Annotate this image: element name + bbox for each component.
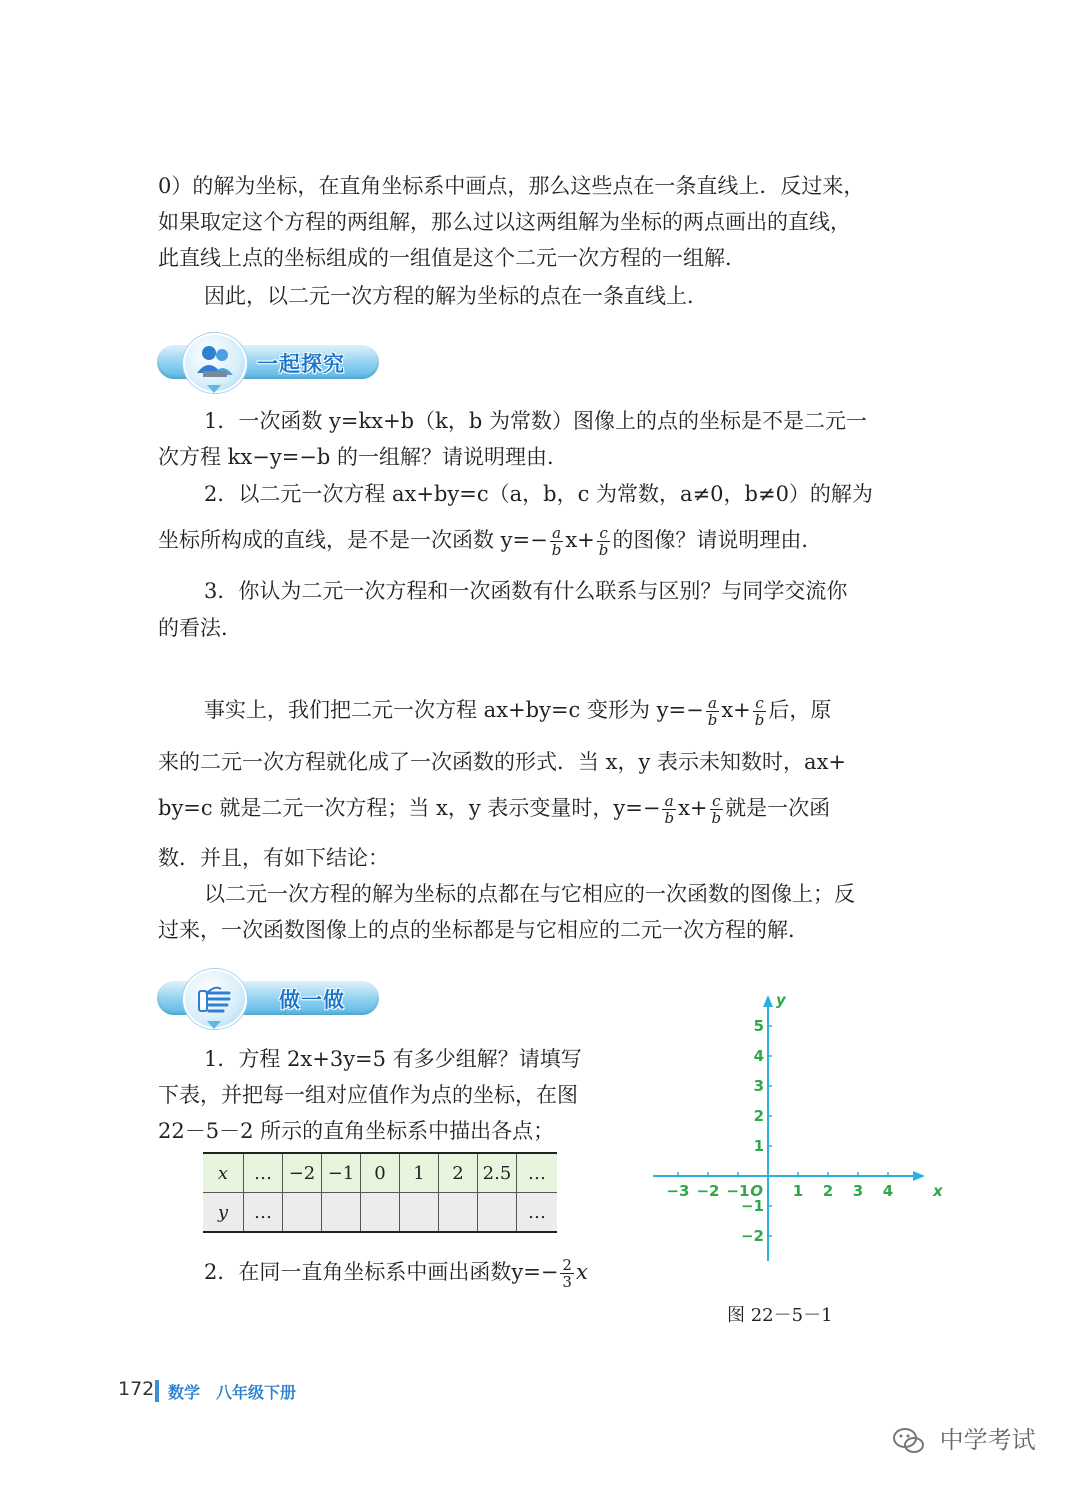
y-tick-label: −2 [740, 1227, 764, 1245]
watermark-text: 中学考试 [939, 1426, 1036, 1454]
people-icon [195, 343, 235, 381]
fact-line-4: 数．并且，有如下结论： [158, 846, 389, 870]
table-cell [283, 1193, 322, 1233]
fact-line-5: 以二元一次方程的解为坐标的点都在与它相应的一次函数的图像上；反 [204, 882, 855, 906]
intro-line-4: 因此，以二元一次方程的解为坐标的点在一条直线上． [204, 284, 708, 308]
fraction-a-over-b: $\frac{a}{b}$ [707, 694, 718, 729]
x-tick-label: 3 [852, 1182, 864, 1200]
table-cell: −2 [283, 1153, 322, 1193]
explore-q2-line-1: 2．以二元一次方程 ax+by=c（a，b，c 为常数，a≠0，b≠0）的解为 [204, 482, 873, 506]
coordinate-system [650, 991, 943, 1270]
fraction-a-over-b: $\frac{a}{b}$ [551, 524, 562, 559]
y-tick-label: 3 [753, 1077, 764, 1095]
table-cell: … [517, 1193, 558, 1233]
y-axis-arrow [763, 995, 773, 1007]
table-cell [361, 1193, 400, 1233]
doit-badge [157, 969, 379, 1025]
intro-line-1: 0）的解为坐标，在直角坐标系中画点，那么这些点在一条直线上．反过来， [158, 174, 865, 198]
values-table [203, 1152, 557, 1233]
doit-q1-line-1: 1．方程 2x+3y=5 有多少组解？请填写 [204, 1047, 582, 1071]
table-row-x [203, 1153, 557, 1193]
intro-line-3: 此直线上点的坐标组成的一组值是这个二元一次方程的一组解． [158, 246, 746, 270]
table-cell [400, 1193, 439, 1233]
doit-q2-line: 2．在同一直角坐标系中画出函数y=− $\frac{2}{3}$ x [204, 1256, 588, 1291]
fact-line-1: 事实上，我们把二元一次方程 ax+by=c 变形为 y=− $\frac{a}{b}$ x+ $\frac{c}{b}$ 后，原 [204, 694, 832, 729]
fraction-c-over-b: $\frac{c}{b}$ [711, 792, 722, 827]
table-cell: 2 [439, 1153, 478, 1193]
y-tick-label: 2 [753, 1107, 764, 1125]
wechat-icon [892, 1426, 926, 1456]
x-tick-label: 1 [792, 1182, 804, 1200]
y-axis-label: y [776, 991, 786, 1009]
x-tick-label: 2 [822, 1182, 834, 1200]
fact-line-2: 来的二元一次方程就化成了一次函数的形式．当 x，y 表示未知数时，ax+ [158, 750, 847, 774]
explore-q1-line-1: 1．一次函数 y=kx+b（k，b 为常数）图像上的点的坐标是不是二元一 [204, 409, 867, 433]
x-tick-label: 4 [882, 1182, 894, 1200]
table-cell: −1 [322, 1153, 361, 1193]
table-cell: … [244, 1193, 283, 1233]
table-cell: … [517, 1153, 558, 1193]
explore-q3-line-1: 3．你认为二元一次方程和一次函数有什么联系与区别？与同学交流你 [204, 579, 848, 603]
table-cell: 0 [361, 1153, 400, 1193]
table-cell: x [203, 1153, 244, 1193]
explore-q2-line-2: 坐标所构成的直线，是不是一次函数 y=− $\frac{a}{b}$ x+ $\frac{c}{b}$ 的图像？请说明理由． [158, 524, 823, 559]
explore-badge-label: 一起探究 [257, 352, 345, 376]
intro-line-2: 如果取定这个方程的两组解，那么过以这两组解为坐标的两点画出的直线， [158, 210, 851, 234]
doit-q1-line-2: 下表，并把每一组对应值作为点的坐标，在图 [158, 1083, 578, 1107]
x-tick-label: −3 [666, 1182, 690, 1200]
table-cell [322, 1193, 361, 1233]
watermark [892, 1420, 1036, 1456]
table-cell: y [203, 1193, 244, 1233]
explore-q1-line-2: 次方程 kx−y=−b 的一组解？请说明理由． [158, 445, 569, 469]
fraction-2-over-3: $\frac{2}{3}$ [562, 1256, 572, 1291]
table-row-y [203, 1193, 557, 1233]
table-cell [478, 1193, 517, 1233]
doit-badge-label: 做一做 [279, 988, 345, 1012]
fraction-c-over-b: $\frac{c}{b}$ [754, 694, 765, 729]
hand-icon [195, 979, 235, 1017]
book-title: 数学 八年级下册 [168, 1383, 297, 1402]
table-cell: 1 [400, 1153, 439, 1193]
x-axis-label: x [933, 1182, 943, 1200]
figure-caption: 图 22－5－1 [727, 1305, 833, 1326]
x-tick-label: −1 [726, 1182, 750, 1200]
table-cell: 2.5 [478, 1153, 517, 1193]
y-tick-label: 4 [753, 1047, 764, 1065]
fraction-a-over-b: $\frac{a}{b}$ [664, 792, 675, 827]
page-number: 172 [118, 1378, 155, 1400]
y-tick-label: −1 [740, 1197, 764, 1215]
fact-line-3: by=c 就是二元一次方程；当 x，y 表示变量时，y=− $\frac{a}{b}$ x+ $\frac{c}{b}$ 就是一次函 [158, 792, 831, 827]
origin-label: O [750, 1182, 763, 1200]
x-axis-arrow [913, 1171, 925, 1181]
x-tick-label: −2 [696, 1182, 720, 1200]
table-cell: … [244, 1153, 283, 1193]
fraction-c-over-b: $\frac{c}{b}$ [598, 524, 609, 559]
explore-q3-line-2: 的看法． [158, 616, 242, 640]
y-tick-label: 1 [753, 1137, 764, 1155]
footer-divider [155, 1380, 159, 1402]
doit-q1-line-3: 22－5－2 所示的直角坐标系中描出各点； [158, 1119, 555, 1143]
y-tick-label: 5 [753, 1017, 764, 1035]
explore-badge [157, 333, 379, 389]
fact-line-6: 过来，一次函数图像上的点的坐标都是与它相应的二元一次方程的解． [158, 918, 809, 942]
table-cell [439, 1193, 478, 1233]
